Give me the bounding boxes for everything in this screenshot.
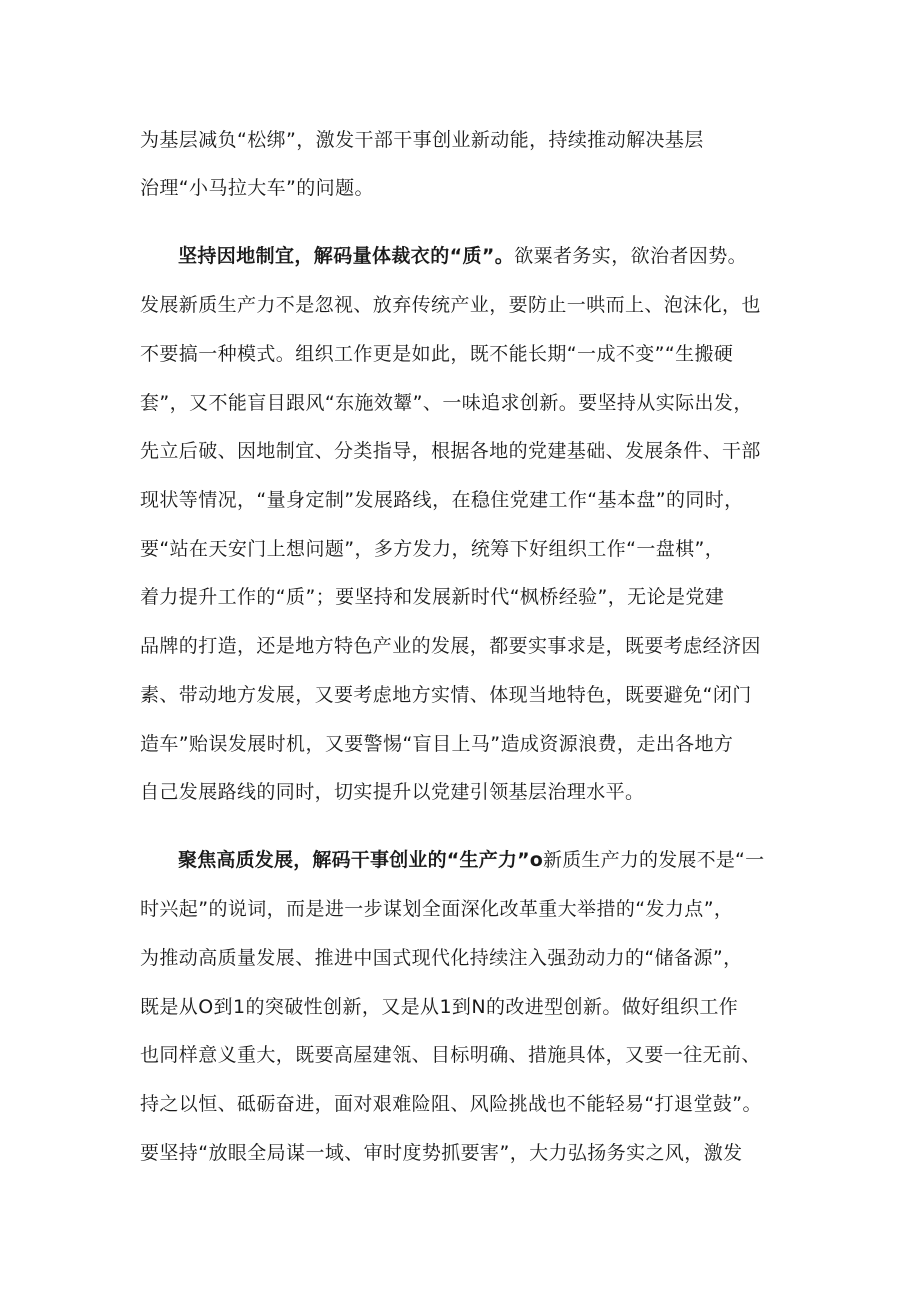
- paragraph-heading: 坚持因地制宜，解码量体裁衣的“质”。: [178, 245, 515, 267]
- text-line: 套”，又不能盲目跟风“东施效颦”、一味追求创新。要坚持从实际出发，: [140, 392, 753, 414]
- text-line: 为基层减负“松绑”，激发干部干事创业新动能，持续推动解决基层: [140, 129, 704, 151]
- paragraph-text: 新质生产力的发展不是“一: [543, 849, 765, 871]
- text-line: 要坚持“放眼全局谋一域、审时度势抓要害”，大力弘扬务实之风，激发: [140, 1142, 743, 1164]
- paragraph-first-line: [178, 847, 800, 873]
- text-line: 为推动高质量发展、推进中国式现代化持续注入强劲动力的“储备源”，: [140, 947, 743, 969]
- text-line: 造车”贻误发展时机，又要警惕“盲目上马”造成资源浪费，走出各地方: [140, 733, 734, 755]
- text-line: 素、带动地方发展，又要考虑地方实情、体现当地特色，既要避免“闭门: [140, 684, 752, 706]
- text-line: 现状等情况，“量身定制”发展路线，在稳住党建工作“基本盘”的同时，: [140, 489, 744, 511]
- text-line: 时兴起”的说词，而是进一步谋划全面深化改革重大举措的“发力点”，: [140, 898, 734, 920]
- text-line: 也同样意义重大，既要高屋建瓴、目标明确、措施具体，又要一往无前、: [140, 1044, 761, 1066]
- text-line: 发展新质生产力不是忽视、放弃传统产业，要防止一哄而上、泡沫化，也: [140, 294, 761, 316]
- text-line: 既是从O到1的突破性创新，又是从1到N的改进型创新。做好组织工作: [140, 996, 739, 1018]
- paragraph-text: 欲粟者务实，欲治者因势。: [514, 245, 747, 267]
- text-line: 要“站在天安门上想问题”，多方发力，统筹下好组织工作“一盘棋”，: [140, 538, 725, 560]
- text-line: 持之以恒、砥砺奋进，面对艰难险阻、风险挑战也不能轻易“打退堂鼓”。: [140, 1093, 762, 1115]
- text-line: 不要搞一种模式。组织工作更是如此，既不能长期“一成不变”“生搬硬: [140, 343, 734, 365]
- paragraph-first-line: [178, 243, 800, 269]
- text-line: 着力提升工作的“质”；要坚持和发展新时代“枫桥经验”，无论是党建: [140, 586, 725, 608]
- text-line: 自己发展路线的同时，切实提升以党建引领基层治理水平。: [140, 781, 645, 803]
- paragraph-heading: 聚焦高质发展，解码干事创业的“生产力”o: [178, 849, 544, 871]
- text-line: 先立后破、因地制宜、分类指导，根据各地的党建基础、发展条件、干部: [140, 440, 761, 462]
- text-line: 品牌的打造，还是地方特色产业的发展，都要实事求是，既要考虑经济因: [140, 635, 761, 657]
- text-line: 治理“小马拉大车”的问题。: [140, 177, 374, 199]
